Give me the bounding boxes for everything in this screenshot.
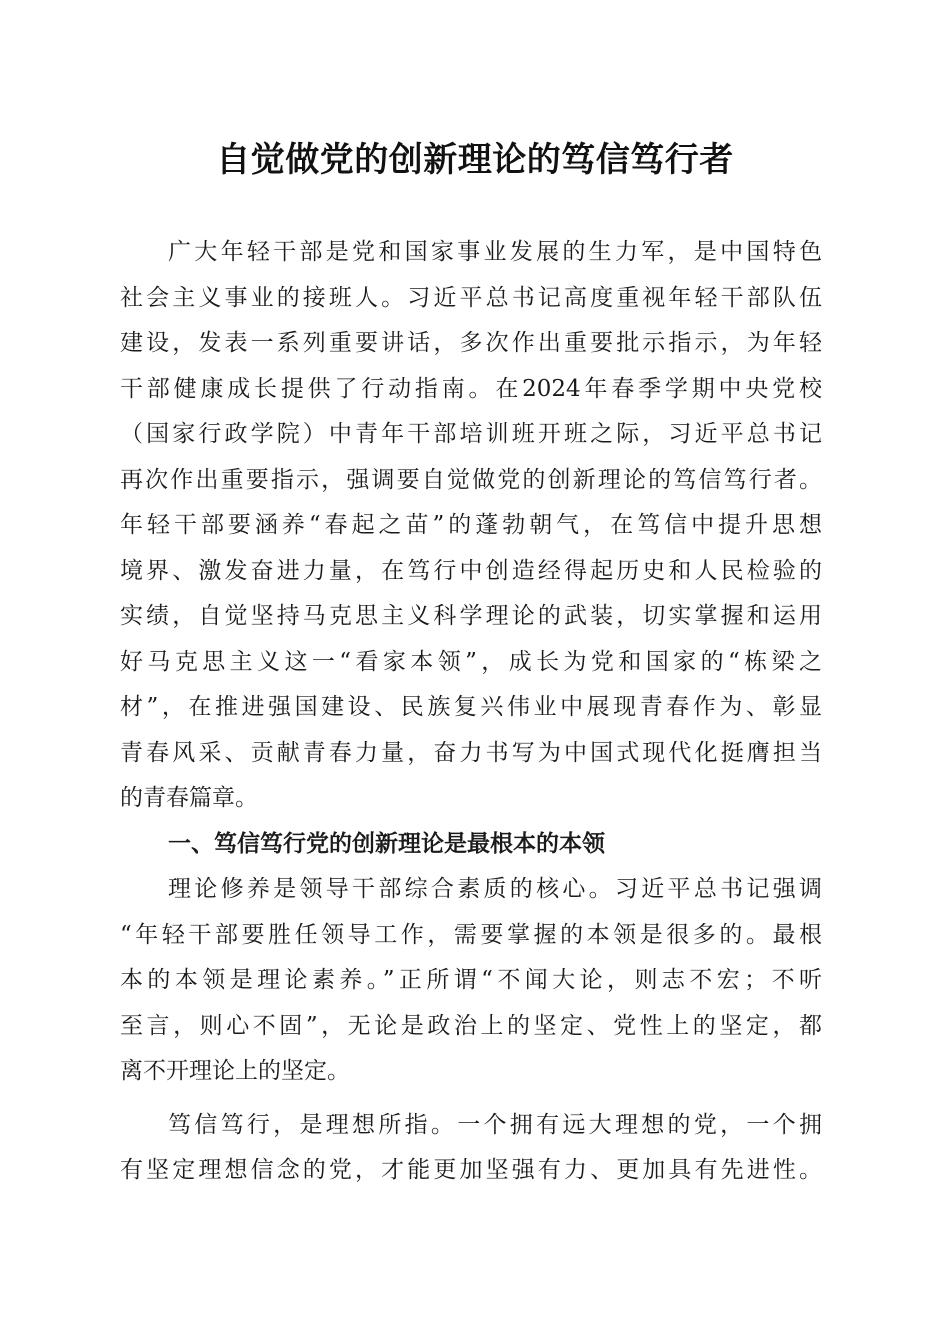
paragraph-line: 笃信笃行，是理想所指。一个拥有远大理想的党，一个拥 xyxy=(168,1111,822,1138)
paragraph-line: 干部健康成长提供了行动指南。在2024年春季学期中央党校 xyxy=(120,375,822,402)
paragraph-line: 再次作出重要指示，强调要自觉做党的创新理论的笃信笃行者。 xyxy=(120,466,822,493)
paragraph-line: “年轻干部要胜任领导工作，需要掌握的本领是很多的。最根 xyxy=(120,921,822,948)
paragraph-line: （国家行政学院）中青年干部培训班开班之际，习近平总书记 xyxy=(120,421,822,447)
paragraph-line: 本的本领是理论素养。”正所谓“不闻大论，则志不宏；不听 xyxy=(120,967,822,993)
paragraph-line: 有坚定理想信念的党，才能更加坚强有力、更加具有先进性。 xyxy=(120,1157,822,1183)
paragraph-line: 的青春篇章。 xyxy=(120,785,258,811)
paragraph-line: 境界、激发奋进力量，在笃行中创造经得起历史和人民检验的 xyxy=(120,557,822,584)
paragraph-line: 社会主义事业的接班人。习近平总书记高度重视年轻干部队伍 xyxy=(120,284,822,311)
paragraph-line: 广大年轻干部是党和国家事业发展的生力军，是中国特色 xyxy=(168,239,822,265)
paragraph-line: 实绩，自觉坚持马克思主义科学理论的武装，切实掌握和运用 xyxy=(120,603,822,629)
paragraph-line: 理论修养是领导干部综合素质的核心。习近平总书记强调 xyxy=(168,876,822,902)
paragraph-line: 青春风采、贡献青春力量，奋力书写为中国式现代化挺膺担当 xyxy=(120,739,822,766)
section-heading: 一、笃信笃行党的创新理论是最根本的本领 xyxy=(168,830,605,857)
paragraph-line: 好马克思主义这一“看家本领”，成长为党和国家的“栋梁之 xyxy=(120,648,822,675)
paragraph-line: 离不开理论上的坚定。 xyxy=(120,1058,350,1084)
document-body xyxy=(120,230,822,1194)
paragraph-line: 至言，则心不固”，无论是政治上的坚定、党性上的坚定，都 xyxy=(120,1012,822,1039)
paragraph-gap xyxy=(120,1095,822,1103)
paragraph-line: 年轻干部要涵养“春起之苗”的蓬勃朝气，在笃信中提升思想 xyxy=(120,512,822,538)
paragraph-line: 材”，在推进强国建设、民族复兴伟业中展现青春作为、彰显 xyxy=(120,694,822,720)
document-title: 自觉做党的创新理论的笃信笃行者 xyxy=(216,140,734,180)
paragraph-line: 建设，发表一系列重要讲话，多次作出重要批示指示，为年轻 xyxy=(120,330,822,356)
